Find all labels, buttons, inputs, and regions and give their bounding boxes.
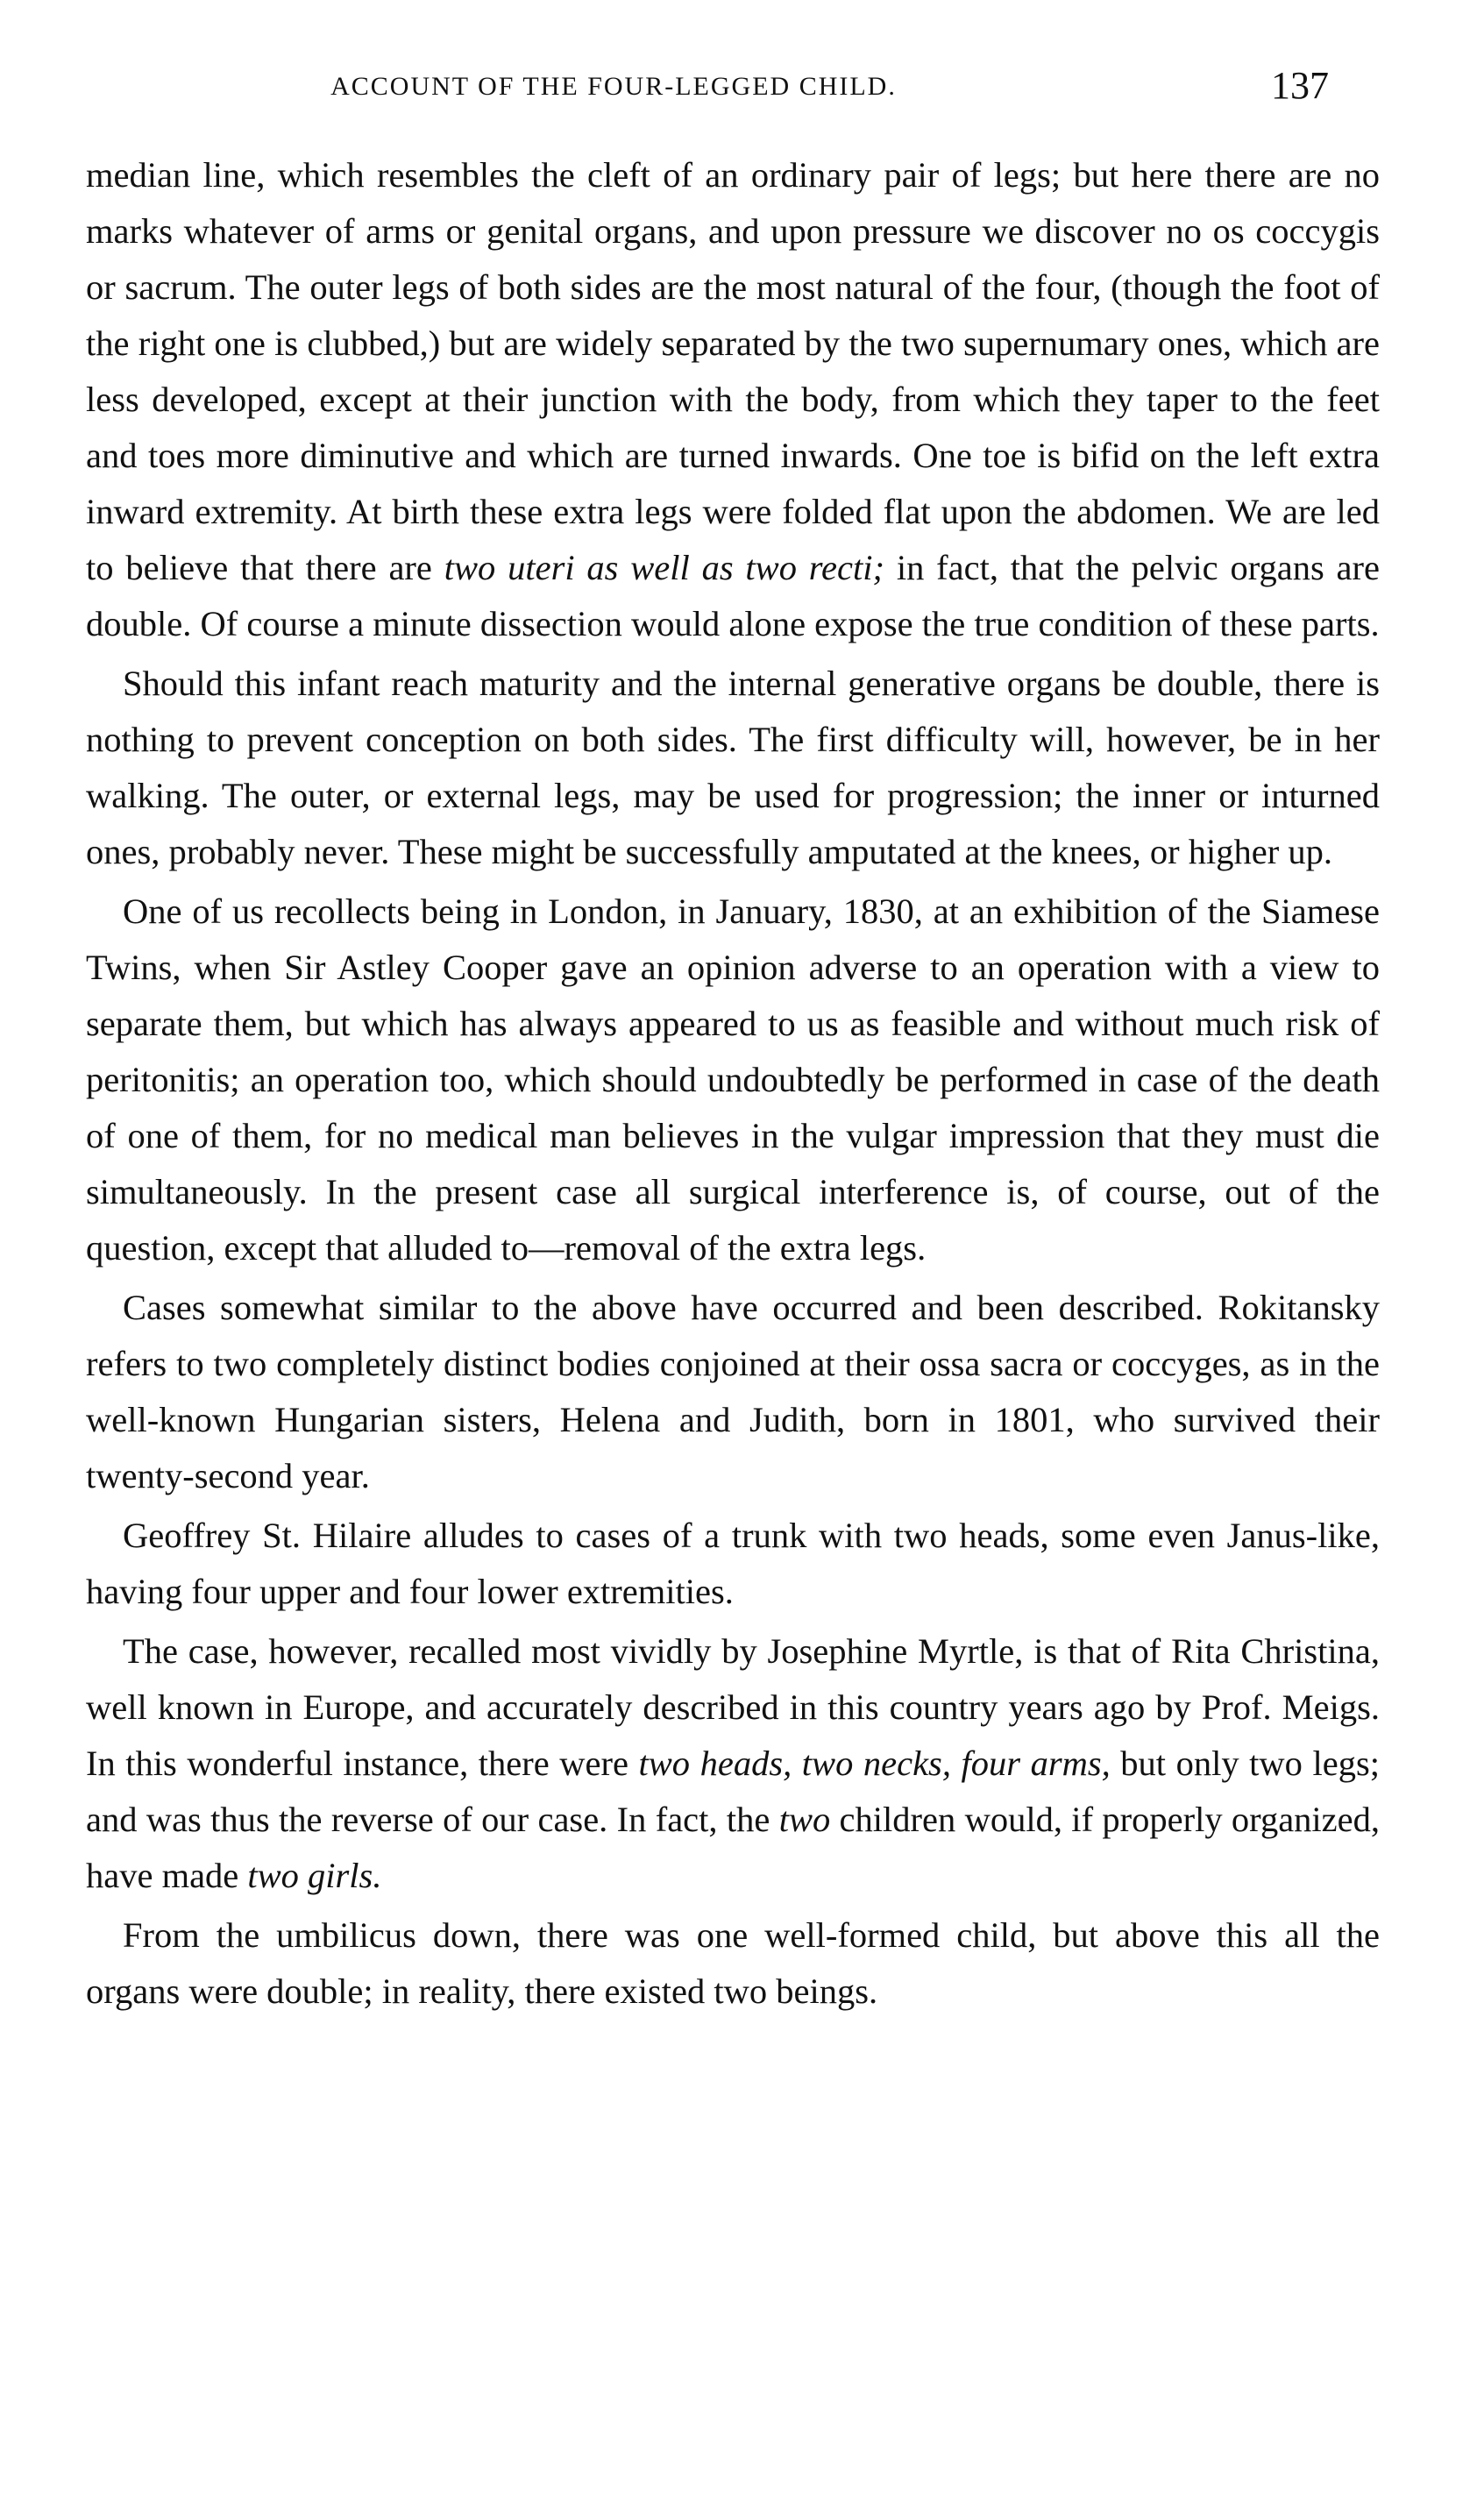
text-run: but only two legs; and was thus the reverse of our case. In fact, the: [86, 1744, 1380, 1839]
paragraph: [86, 1907, 1380, 2020]
italic-text: two girls.: [247, 1856, 382, 1895]
paragraph: [86, 1508, 1380, 1620]
paragraph: [86, 884, 1380, 1276]
text-run: Should this infant reach maturity and the internal generative organs be double, there is nothing to prevent conception on both sides. The first difficulty will, however, be in her walking. The outer, or external legs, may be used for progression; the inner or inturned ones, probably never. These might be successfully amputated at the knees, or higher up.: [86, 664, 1380, 871]
paragraph: [86, 147, 1380, 652]
paragraph: [86, 656, 1380, 880]
running-head: [0, 63, 1484, 124]
text-run: One of us recollects being in London, in January, 1830, at an exhibition of the Siamese Twins, when Sir Astley Cooper gave an opinion adverse to an operation with a view to separate them, but which has always appeared to us as feasible and without much risk of peritonitis; an operation too, which should undoubtedly be performed in case of the death of one of them, for no medical man believes in the vulgar impression that they must die simultaneously. In the present case all surgical interference is, of course, out of the question, except that alluded to—removal of the extra legs.: [86, 891, 1380, 1268]
text-run: in fact, that the pelvic organs are double. Of course a minute dissection would alone expose the true condition of these parts.: [86, 548, 1380, 643]
italic-text: two heads, two necks, four arms,: [638, 1744, 1111, 1783]
italic-text: two uteri as well as two recti;: [444, 548, 884, 587]
page-number: 137: [1271, 64, 1329, 107]
text-run: Geoffrey St. Hilaire alludes to cases of a trunk with two heads, some even Janus-like, having four upper and four lower extremities.: [86, 1516, 1380, 1611]
text-run: median line, which resembles the cleft of an ordinary pair of legs; but here there are no marks whatever of arms or genital organs, and upon pressure we discover no os coccygis or sacrum. The outer legs of both sides are the most natural of the four, (though the foot of the right one is clubbed,) but are widely separated by the two supernumary ones, which are less developed, except at their junction with the body, from which they taper to the feet and toes more diminutive and which are turned inwards. One toe is bifid on the left extra inward extremity. At birth these extra legs were folded flat upon the abdomen. We are led to believe that there are: [86, 155, 1380, 587]
paragraph: [86, 1280, 1380, 1504]
text-run: The case, however, recalled most vividly by Josephine Myrtle, is that of Rita Christina, well known in Europe, and accurately described in this country years ago by Prof. Meigs. In this wonderful instance, there were: [86, 1631, 1380, 1783]
italic-text: two: [778, 1800, 831, 1839]
text-run: children would, if properly organized, have made: [86, 1800, 1380, 1895]
running-title: ACCOUNT OF THE FOUR-LEGGED CHILD.: [330, 72, 897, 101]
body-text: [86, 147, 1380, 2023]
paragraph: [86, 1623, 1380, 1904]
text-run: Cases somewhat similar to the above have occurred and been described. Rokitansky refers to two completely distinct bodies conjoined at their ossa sacra or coccyges, as in the well-known Hungarian sisters, Helena and Judith, born in 1801, who survived their twenty-second year.: [86, 1288, 1380, 1495]
text-run: From the umbilicus down, there was one well-formed child, but above this all the organs were double; in reality, there existed two beings.: [86, 1915, 1380, 2011]
